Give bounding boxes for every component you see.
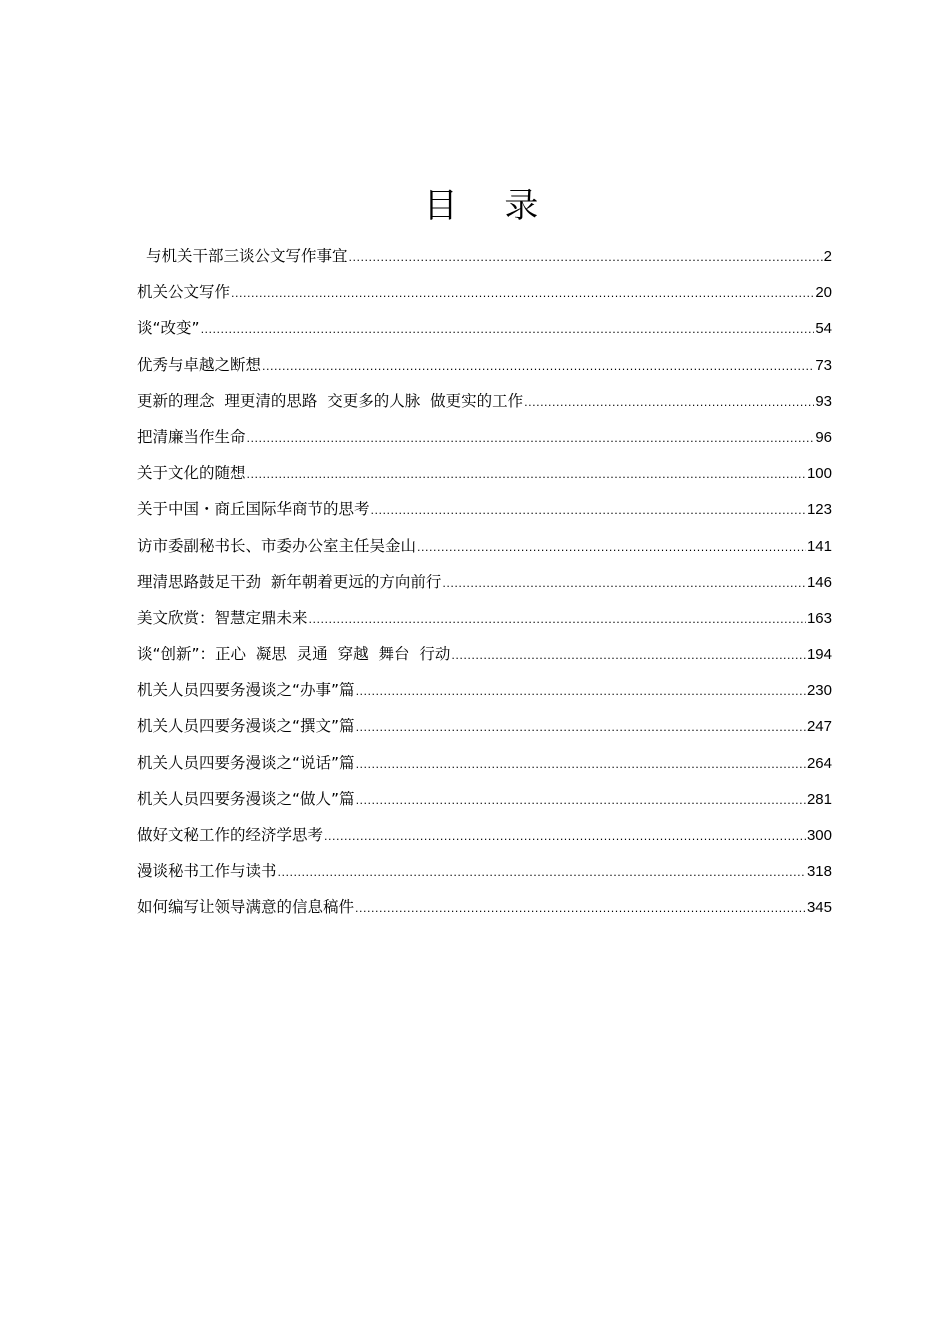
toc-entry[interactable] — [137, 238, 832, 274]
toc-dot-leader — [262, 349, 814, 385]
toc-dot-leader — [247, 457, 806, 493]
toc-entry-page: 300 — [806, 827, 832, 844]
toc-entry-title: 机关人员四要务漫谈之“办事”篇 — [137, 681, 355, 700]
toc-entry-title: 关于中国・商丘国际华商节的思考 — [137, 500, 370, 519]
toc-entry[interactable] — [137, 600, 832, 636]
toc-entry-page: 264 — [806, 754, 832, 772]
toc-entry-title: 访市委副秘书长、市委办公室主任吴金山 — [137, 536, 417, 555]
toc-dot-leader — [371, 493, 806, 529]
toc-dot-leader — [524, 385, 814, 421]
toc-entry-title: 美文欣赏：智慧定鼎未来 — [137, 608, 308, 627]
toc-entry-title: 机关人员四要务漫谈之“撰文”篇 — [137, 717, 355, 736]
toc-entry-page: 230 — [806, 682, 832, 700]
toc-dot-leader — [356, 783, 806, 819]
toc-dot-leader — [442, 566, 806, 602]
toc-entry-page: 96 — [815, 428, 832, 446]
toc-entry-title: 如何编写让领导满意的信息稿件 — [137, 898, 355, 917]
toc-entry-page: 54 — [815, 320, 832, 338]
toc-entry[interactable] — [137, 455, 832, 491]
toc-dot-leader — [356, 674, 806, 710]
toc-dot-leader — [349, 240, 823, 276]
toc-entry[interactable] — [137, 528, 832, 564]
toc-entry[interactable] — [137, 383, 832, 419]
toc-entry-title: 理清思路鼓足干劲 新年朝着更远的方向前行 — [137, 572, 442, 591]
toc-entry-page: 163 — [806, 609, 832, 627]
toc-entry-page: 345 — [806, 899, 832, 917]
toc-entry[interactable] — [137, 636, 832, 672]
toc-entry-page: 141 — [806, 537, 832, 555]
toc-entry-title: 机关公文写作 — [137, 283, 231, 302]
toc-entry[interactable] — [137, 853, 832, 889]
toc-entry[interactable] — [137, 347, 832, 383]
toc-dot-leader — [201, 312, 815, 348]
toc-list — [137, 238, 832, 926]
toc-entry-title: 机关人员四要务漫谈之“说话”篇 — [137, 753, 355, 772]
toc-entry[interactable] — [137, 781, 832, 817]
toc-entry-page: 146 — [806, 573, 832, 591]
toc-dot-leader — [356, 710, 806, 746]
toc-dot-leader — [417, 530, 806, 566]
toc-dot-leader — [309, 602, 806, 638]
toc-entry-page: 2 — [823, 248, 832, 265]
toc-title: 目 录 — [423, 186, 557, 226]
toc-entry[interactable] — [137, 419, 832, 455]
toc-entry[interactable] — [137, 889, 832, 925]
toc-entry[interactable] — [137, 708, 832, 744]
toc-entry-title: 漫谈秘书工作与读书 — [137, 862, 277, 881]
toc-dot-leader — [451, 638, 806, 674]
toc-entry-page: 100 — [806, 465, 832, 483]
toc-dot-leader — [356, 747, 806, 783]
toc-entry[interactable] — [137, 817, 832, 853]
toc-dot-leader — [278, 855, 806, 891]
toc-entry[interactable] — [137, 310, 832, 346]
toc-entry[interactable] — [137, 564, 832, 600]
toc-entry[interactable] — [137, 274, 832, 310]
toc-entry-title: 把清廉当作生命 — [137, 427, 246, 446]
toc-entry-page: 20 — [815, 284, 832, 302]
toc-entry[interactable] — [137, 745, 832, 781]
toc-entry-page: 194 — [806, 646, 832, 664]
toc-entry-title: 更新的理念 理更清的思路 交更多的人脉 做更实的工作 — [137, 391, 524, 410]
toc-entry-page: 318 — [806, 863, 832, 881]
toc-entry-title: 谈“创新”：正心 凝思 灵通 穿越 舞台 行动 — [137, 645, 451, 664]
toc-entry-title: 与机关干部三谈公文写作事宜 — [146, 247, 348, 265]
toc-entry[interactable] — [137, 672, 832, 708]
toc-dot-leader — [231, 276, 814, 312]
toc-entry-title: 做好文秘工作的经济学思考 — [137, 826, 324, 844]
toc-dot-leader — [247, 421, 815, 457]
toc-entry-page: 123 — [806, 501, 832, 519]
toc-entry-page: 73 — [815, 356, 832, 374]
toc-dot-leader — [355, 891, 806, 927]
toc-dot-leader — [324, 819, 806, 855]
toc-entry-title: 机关人员四要务漫谈之“做人”篇 — [137, 789, 355, 808]
toc-entry[interactable] — [137, 491, 832, 527]
toc-entry-title: 优秀与卓越之断想 — [137, 355, 262, 374]
toc-entry-page: 93 — [815, 392, 832, 410]
toc-entry-title: 谈“改变” — [137, 319, 200, 338]
toc-entry-title: 关于文化的随想 — [137, 464, 246, 483]
toc-entry-page: 247 — [806, 718, 832, 736]
toc-entry-page: 281 — [806, 790, 832, 808]
